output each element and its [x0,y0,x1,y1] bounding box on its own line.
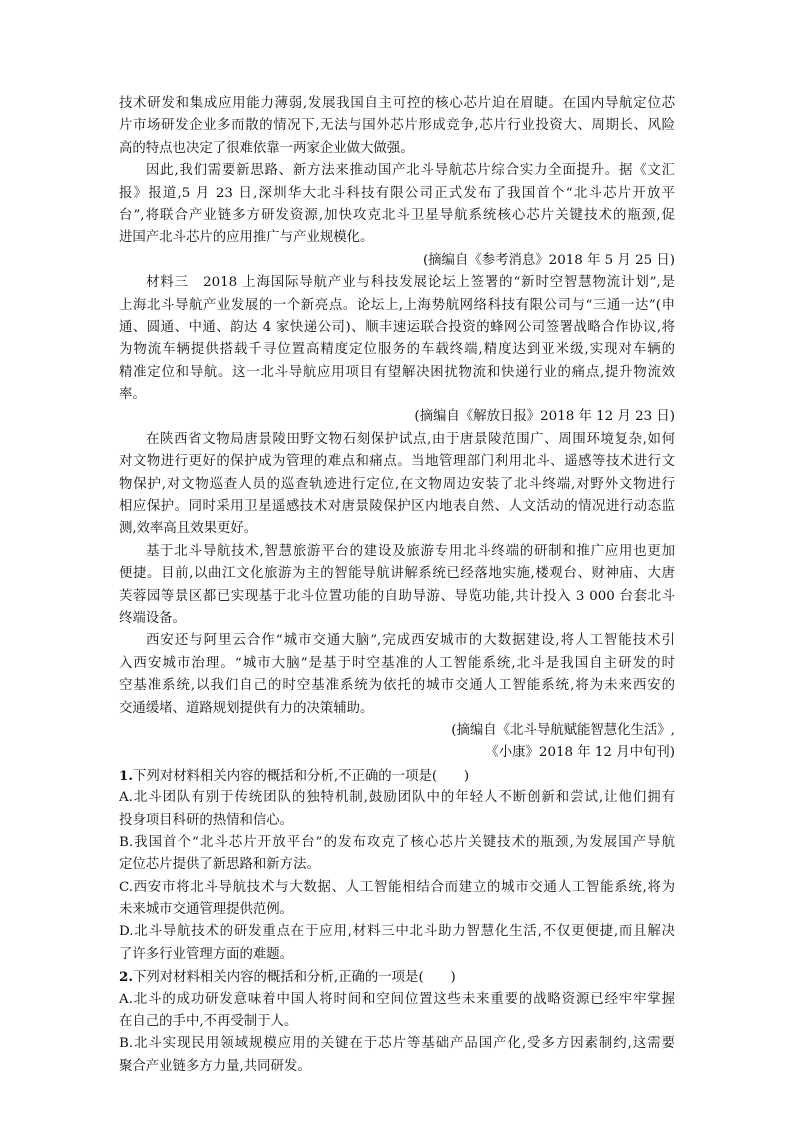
passage-line: 因此,我们需要新思路、新方法来推动国产北斗导航芯片综合实力全面提升。据《文汇 [146,163,675,179]
passage-line: 物保护,对文物巡查人员的巡查轨迹进行定位,在文物周边安装了北斗终端,对野外文物进行 [119,476,675,492]
passage-line: 《小康》2018 年 12 月中旬刊) [485,745,675,761]
question-option-line: 未来城市交通管理提供范例。 [119,902,294,918]
question-block [119,966,675,1078]
passage-text [119,93,675,765]
passage-line: 片市场研发企业多而散的情况下,无法与国外芯片形成竞争,芯片行业投资大、周期长、风险 [119,118,675,134]
question-option-line: A.北斗团队有别于传统团队的独特机制,鼓励团队中的年轻人不断创新和尝试,让他们拥有 [119,790,675,806]
question-option-line: 了许多行业管理方面的难题。 [119,946,294,962]
question-option-line: B.我国首个“北斗芯片开放平台”的发布攻克了核心芯片关键技术的瓶颈,为发展国产导航 [119,834,675,850]
question-option-line: 在自己的手中,不再受制于人。 [119,1014,298,1030]
passage-line: 对文物进行更好的保护成为管理的难点和痛点。当地管理部门利用北斗、遥感等技术进行文 [119,454,675,470]
question-option-line: 定位芯片提供了新思路和新方法。 [119,857,320,873]
question-option-line: 聚合产业链多方力量,共同研发。 [119,1058,311,1074]
passage-line: 进国产北斗芯片的应用推广与产业规模化。 [119,230,374,246]
passage-line: 技术研发和集成应用能力薄弱,发展我国自主可控的核心芯片迫在眉睫。在国内导航定位芯 [119,96,675,111]
passage-line: 入西安城市治理。“城市大脑”是基于时空基准的人工智能系统,北斗是我国自主研发的时 [119,655,675,671]
passage-line: 交通缓堵、道路规划提供有力的决策辅助。 [119,700,374,716]
passage-line: 基于北斗导航技术,智慧旅游平台的建设及旅游专用北斗终端的研制和推广应用也更加 [146,543,675,559]
question-option-line: A.北斗的成功研发意味着中国人将时间和空间位置这些未来重要的战略资源已经牢牢掌握 [119,991,675,1007]
passage-line: 通、圆通、中通、韵达 4 家快递公司)、顺丰速运联合投资的蜂网公司签署战略合作协议,将 [119,319,675,335]
question-stem [119,765,675,787]
document-page [119,93,675,1078]
question-block [119,765,675,967]
passage-line: 高的特点也决定了很难依靠一两家企业做大做强。 [119,140,414,156]
passage-line: 终端设备。 [119,610,186,626]
question-stem-text: 下列对材料相关内容的概括和分析,正确的一项是( ) [132,970,456,986]
question-number: 1. [119,767,133,784]
passage-line: 台”,将联合产业链多方研发资源,加快攻克北斗卫星导航系统核心芯片关键技术的瓶颈,促 [119,207,675,223]
question-option-line: C.西安市将北斗导航技术与大数据、人工智能相结合而建立的城市交通人工智能系统,将为 [119,879,675,895]
passage-line: 上海北斗导航产业发展的一个新亮点。论坛上,上海势航网络科技有限公司与“三通一达”(申 [119,297,675,313]
question-option-line: B.北斗实现民用领域规模应用的关键在于芯片等基础产品国产化,受多方因素制约,这需要 [119,1036,675,1052]
passage-line: (摘编自《解放日报》2018 年 12 月 23 日) [414,409,675,425]
question-number: 2. [119,969,133,986]
passage-line: 报》报道,5 月 23 日,深圳华大北斗科技有限公司正式发布了我国首个“北斗芯片开放平 [119,185,675,201]
question-stem-text: 下列对材料相关内容的概括和分析,不正确的一项是( ) [132,768,470,784]
passage-line: 在陕西省文物局唐景陵田野文物石刻保护试点,由于唐景陵范围广、周围环境复杂,如何 [146,431,675,447]
passage-line: (摘编自《参考消息》2018 年 5 月 25 日) [422,252,675,268]
passage-line: (摘编自《北斗导航赋能智慧化生活》, [451,722,675,738]
passage-line: 空基准系统,以我们自己的时空基准系统为依托的城市交通人工智能系统,将为未来西安的 [119,678,675,694]
question-option-line: 投身项目科研的热情和信心。 [119,812,294,828]
passage-line: 测,效率高且效果更好。 [119,521,258,537]
passage-line: 精准定位和导航。这一北斗导航应用项目有望解决困扰物流和快递行业的痛点,提升物流效 [119,364,675,380]
passage-line: 为物流车辆提供搭载千寻位置高精度定位服务的车载终端,精度达到亚米级,实现对车辆的 [119,342,675,358]
passage-line: 相应保护。同时采用卫星遥感技术对唐景陵保护区内地表自然、人文活动的情况进行动态监 [119,499,675,515]
passage-line: 率。 [119,387,146,403]
question-option-line: D.北斗导航技术的研发重点在于应用,材料三中北斗助力智慧化生活,不仅更便捷,而且解决 [119,924,675,940]
question-stem [119,966,675,988]
passage-line: 西安还与阿里云合作“城市交通大脑”,完成西安城市的大数据建设,将人工智能技术引 [146,633,675,649]
passage-line: 便捷。目前,以曲江文化旅游为主的智能导航讲解系统已经落地实施,楼观台、财神庙、大唐 [119,566,675,582]
passage-line: 材料三 2018 上海国际导航产业与科技发展论坛上签署的“新时空智慧物流计划”,是 [146,275,675,291]
question-section [119,765,675,1078]
passage-line: 芙蓉园等景区都已实现基于北斗位置功能的自助导游、导览功能,共计投入 3 000 台套北斗 [119,588,675,604]
